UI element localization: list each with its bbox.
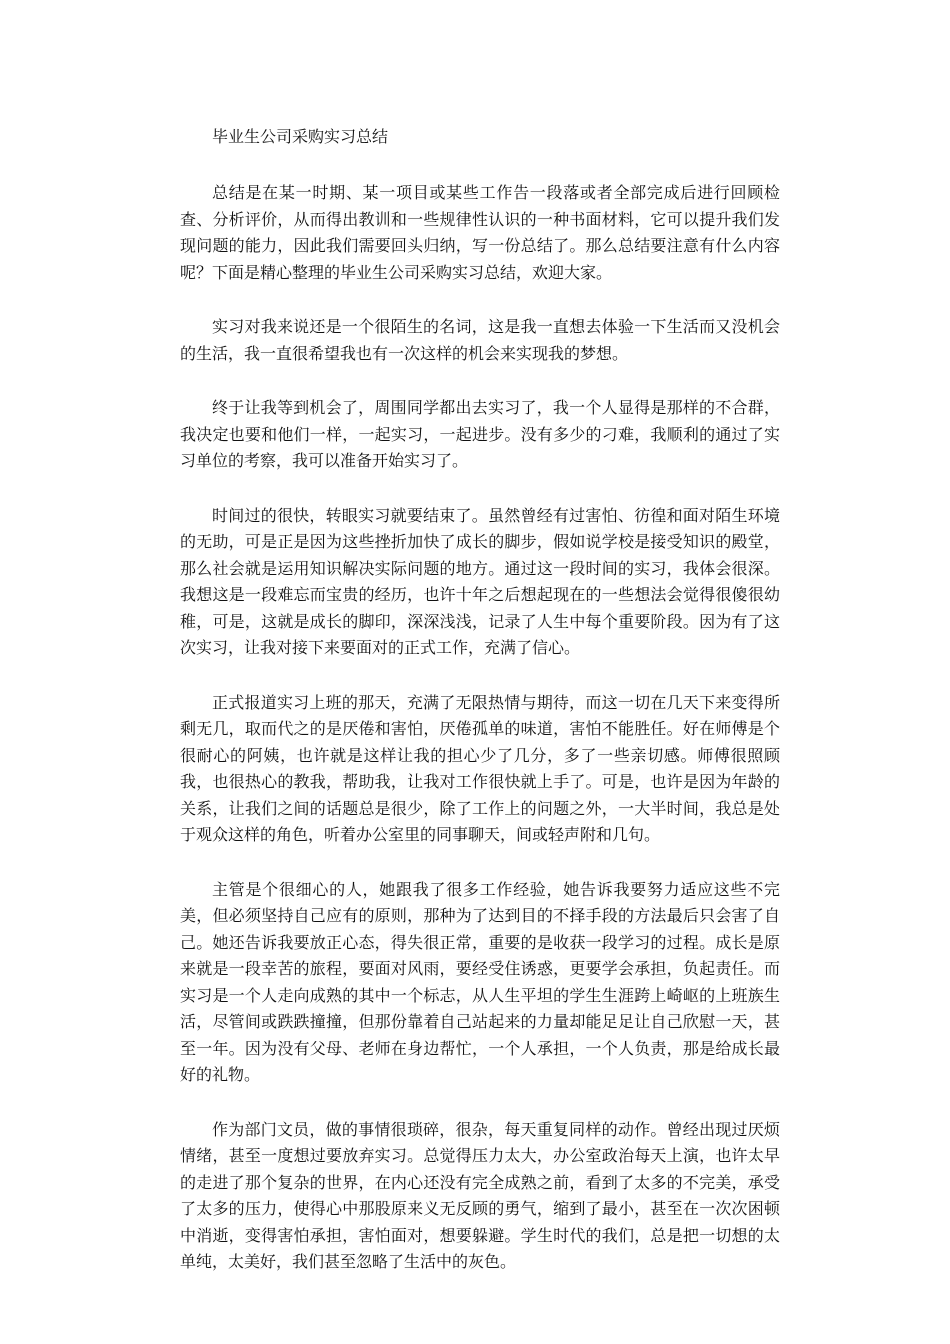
paragraph-5: 正式报道实习上班的那天，充满了无限热情与期待，而这一切在几天下来变得所剩无几，取而代之的是厌倦和害怕，厌倦孤单的味道，害怕不能胜任。好在师傅是个很耐心的阿姨，也许就是这样让我的担心少了几分，多了一些亲切感。师傅很照顾我，也很热心的教我，帮助我，让我对工作很快就上手了。可是，也许是因为年龄的关系，让我们之间的话题总是很少，除了工作上的问题之外，一大半时间，我总是处于观众这样的角色，听着办公室里的同事聊天，间或轻声附和几句。 bbox=[180, 692, 780, 844]
paragraph-3: 终于让我等到机会了，周围同学都出去实习了，我一个人显得是那样的不合群，我决定也要和他们一样，一起实习，一起进步。没有多少的刁难，我顺利的通过了实习单位的考察，我可以准备开始实习了。 bbox=[180, 398, 780, 470]
paragraph-2: 实习对我来说还是一个很陌生的名词，这是我一直想去体验一下生活而又没机会的生活，我一直很希望我也有一次这样的机会来实现我的梦想。 bbox=[180, 317, 780, 363]
paragraph-6: 主管是个很细心的人，她跟我了很多工作经验，她告诉我要努力适应这些不完美，但必须坚持自己应有的原则，那种为了达到目的不择手段的方法最后只会害了自己。她还告诉我要放正心态，得失很正常，重要的是收获一段学习的过程。成长是原来就是一段幸苦的旅程，要面对风雨，要经受住诱惑，更要学会承担，负起责任。而实习是一个人走向成熟的其中一个标志，从人生平坦的学生生涯跨上崎岖的上班族生活，尽管间或跌跌撞撞，但那份靠着自己站起来的力量却能足足让自己欣慰一天，甚至一年。因为没有父母、老师在身边帮忙，一个人承担，一个人负责，那是给成长最好的礼物。 bbox=[180, 879, 780, 1084]
paragraph-7: 作为部门文员，做的事情很琐碎，很杂，每天重复同样的动作。曾经出现过厌烦情绪，甚至一度想过要放弃实习。总觉得压力太大，办公室政治每天上演，也许太早的走进了那个复杂的世界，在内心还没有完全成熟之前，看到了太多的不完美，承受了太多的压力，使得心中那股原来义无反顾的勇气，缩到了最小，甚至在一次次困顿中消逝，变得害怕承担，害怕面对，想要躲避。学生时代的我们，总是把一切想的太单纯，太美好，我们甚至忽略了生活中的灰色。 bbox=[180, 1119, 780, 1271]
paragraph-4: 时间过的很快，转眼实习就要结束了。虽然曾经有过害怕、彷徨和面对陌生环境的无助，可是正是因为这些挫折加快了成长的脚步，假如说学校是接受知识的殿堂，那么社会就是运用知识解决实际问题的地方。通过这一段时间的实习，我体会很深。我想这是一段难忘而宝贵的经历，也许十年之后想起现在的一些想法会觉得很傻很幼稚，可是，这就是成长的脚印，深深浅浅，记录了人生中每个重要阶段。因为有了这次实习，让我对接下来要面对的正式工作，充满了信心。 bbox=[180, 505, 780, 657]
document-page bbox=[180, 122, 780, 1304]
document-title: 毕业生公司采购实习总结 bbox=[212, 127, 389, 146]
paragraph-intro: 总结是在某一时期、某一项目或某些工作告一段落或者全部完成后进行回顾检查、分析评价，从而得出教训和一些规律性认识的一种书面材料，它可以提升我们发现问题的能力，因此我们需要回头归纳，写一份总结了。那么总结要注意有什么内容呢？下面是精心整理的毕业生公司采购实习总结，欢迎大家。 bbox=[180, 183, 780, 282]
